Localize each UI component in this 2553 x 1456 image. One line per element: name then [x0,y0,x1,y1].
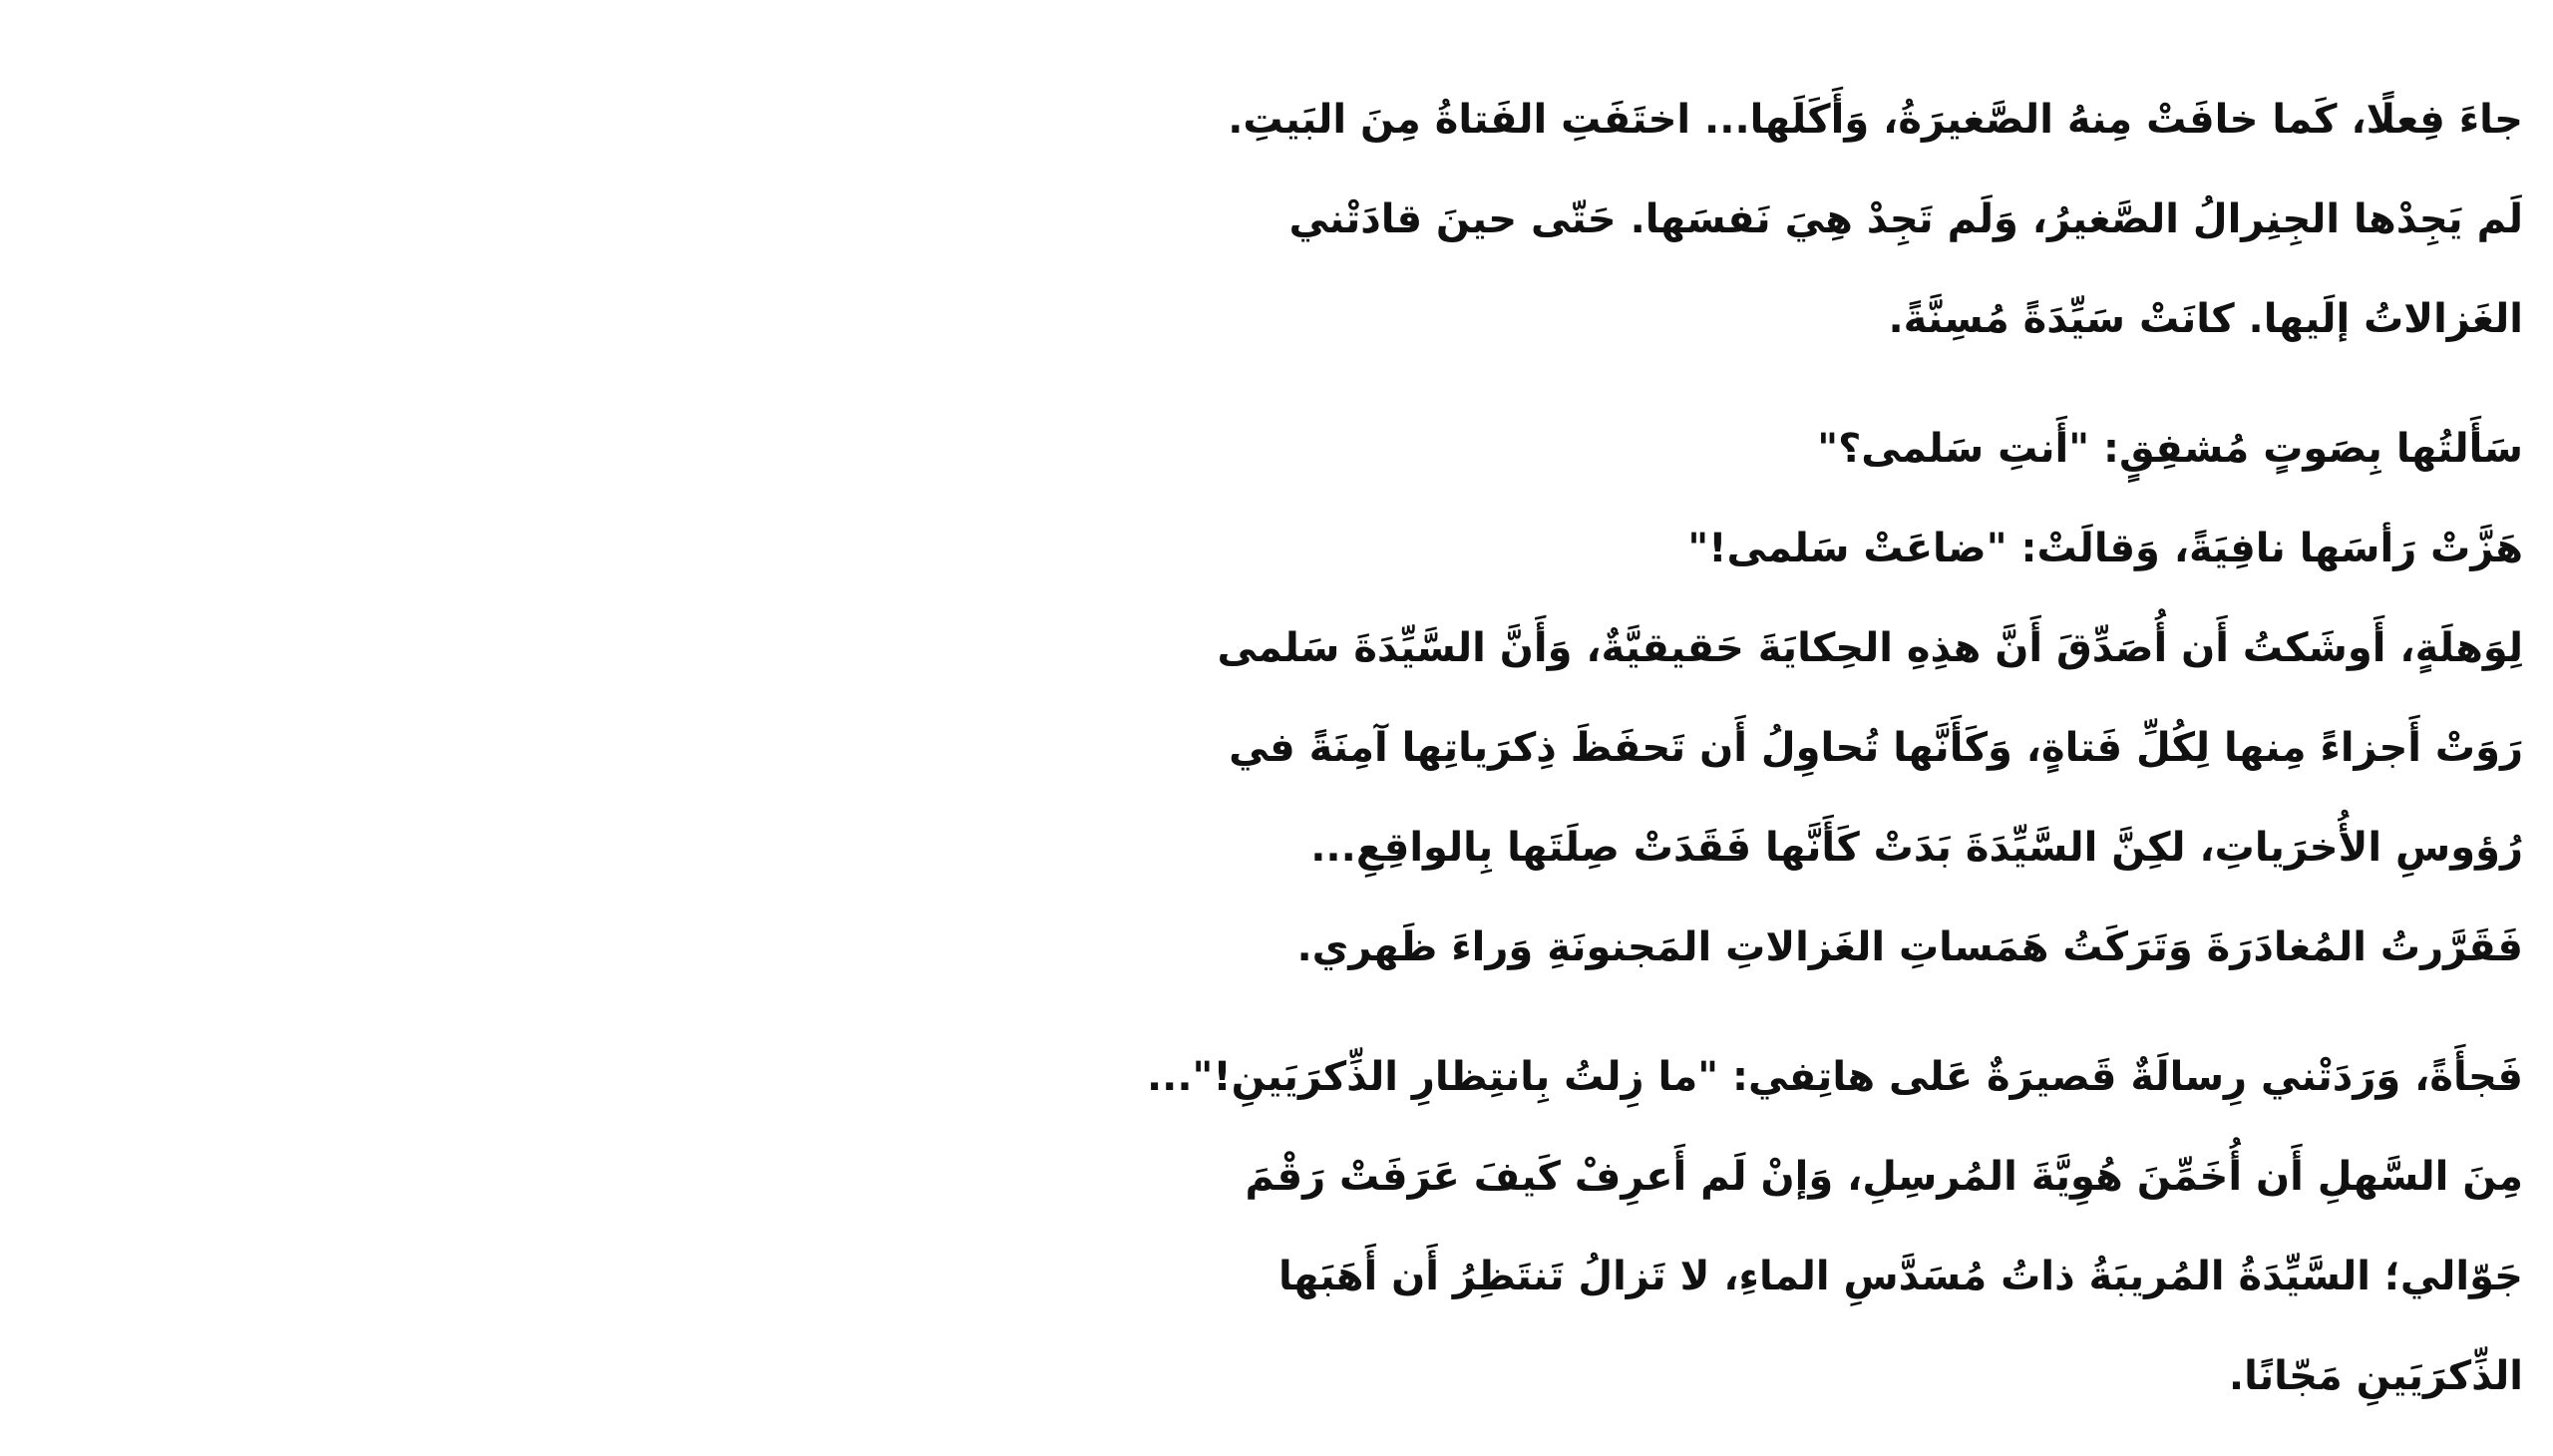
text-line: الغَزالاتُ إلَيها. كانَتْ سَيِّدَةً مُسِنَّةً. [1888,296,2523,342]
story-text [1146,70,2523,1456]
text-line: سَأَلتُها بِصَوتٍ مُشفِقٍ: "أَنتِ سَلمى؟" [1817,426,2523,472]
text-line: الذِّكرَيَينِ مَجّانًا. [2228,1353,2523,1399]
text-line: هَزَّتْ رَأسَها نافِيَةً، وَقالَتْ: "ضاعَتْ سَلمى!" [1687,526,2523,571]
text-line: لِوَهلَةٍ، أَوشَكتُ أَن أُصَدِّقَ أَنَّ هذِهِ الحِكايَةَ حَقيقيَّةٌ، وَأَنَّ السَّيِّدَةَ سَلمى [1217,625,2523,671]
text-line: رُؤوسِ الأُخرَياتِ، لكِنَّ السَّيِّدَةَ بَدَتْ كَأَنَّها فَقَدَتْ صِلَتَها بِالواقِعِ... [1310,825,2523,871]
text-line: رَوَتْ أَجزاءً مِنها لِكُلِّ فَتاةٍ، وَكَأَنَّها تُحاوِلُ أَن تَحفَظَ ذِكرَياتِها آمِنَةً في [1229,725,2523,771]
text-line: لَم يَجِدْها الجِنِرالُ الصَّغيرُ، وَلَم تَجِدْ هِيَ نَفسَها. حَتّى حينَ قادَتْني [1288,196,2523,242]
text-line: جاءَ فِعلًا، كَما خافَتْ مِنهُ الصَّغيرَةُ، وَأَكَلَها... اختَفَتِ الفَتاةُ مِنَ البَيتِ. [1228,97,2523,143]
paragraph-2 [1217,399,2523,997]
text-line: فَقَرَّرتُ المُغادَرَةَ وَتَرَكَتُ هَمَساتِ الغَزالاتِ المَجنونَةِ وَراءَ ظَهري. [1296,924,2523,970]
paragraph-1 [1228,70,2523,369]
text-line: فَجأَةً، وَرَدَتْني رِسالَةٌ قَصيرَةٌ عَلى هاتِفي: "ما زِلتُ بِانتِظارِ الذِّكرَيَينِ!"... [1146,1054,2523,1100]
text-line: مِنَ السَّهلِ أَن أُخَمِّنَ هُوِيَّةَ المُرسِلِ، وَإنْ لَم أَعرِفْ كَيفَ عَرَفَتْ رَقْمَ [1245,1154,2523,1200]
paragraph-3 [1146,1027,2523,1426]
text-line: جَوّالي؛ السَّيِّدَةُ المُريبَةُ ذاتُ مُسَدَّسِ الماءِ، لا تَزالُ تَنتَظِرُ أَن أَهَبَها [1278,1254,2523,1299]
